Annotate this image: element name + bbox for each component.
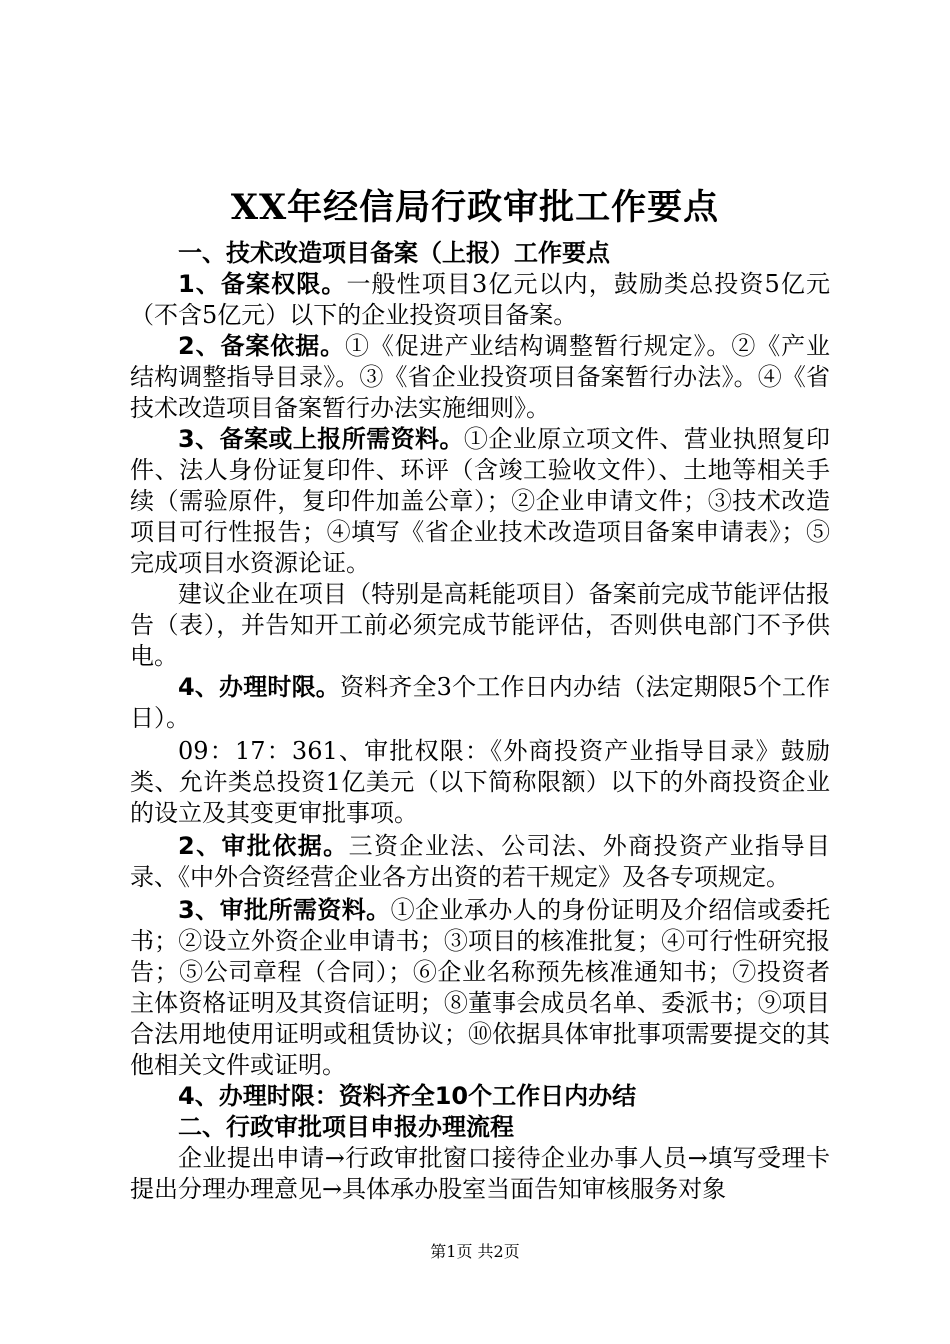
section-heading-2: 二、行政审批项目申报办理流程 [178,1113,514,1141]
paragraph-process-flow: 企业提出申请→行政审批窗口接待企业办事人员→填写受理卡提出分理办理意见→具体承办股室当面告知审核服务对象 [130,1144,830,1203]
paragraph-text: 一般性项目3亿元以内，鼓励类总投资5亿元（不含5亿元）以下的企业投资项目备案。 [130,270,831,329]
paragraph-approval-materials [130,895,830,1081]
paragraph-lead: 2、备案依据。 [178,332,345,360]
paragraph-text: 资料齐全3个工作日内办结（法定期限5个工作日）。 [130,673,830,732]
paragraph-lead: 3、审批所需资料。 [178,896,391,924]
paragraph-filing-time-limit [130,672,830,734]
document-title: XX年经信局行政审批工作要点 [230,187,720,228]
paragraph-lead: 3、备案或上报所需资料。 [178,425,464,453]
section-heading-1: 一、技术改造项目备案（上报）工作要点 [178,239,610,267]
paragraph-filing-authority [130,269,830,331]
paragraph-text: ①企业承办人的身份证明及介绍信或委托书；②设立外资企业申请书；③项目的核准批复；④可行性研究报告；⑤公司章程（合同）；⑥企业名称预先核准通知书；⑦投资者主体资格证明及其资信证明；⑧董事会成员名单、委派书；⑨项目合法用地使用证明或租赁协议；⑩依据具体审批事项需要提交的其他相关文件或证明。 [130,896,830,1079]
paragraph-energy-advice: 建议企业在项目（特别是高耗能项目）备案前完成节能评估报告（表），并告知开工前必须完成节能评估，否则供电部门不予供电。 [130,580,830,670]
paragraph-approval-time-limit: 4、办理时限：资料齐全10个工作日内办结 [178,1082,637,1110]
paragraph-text: ①企业原立项文件、营业执照复印件、法人身份证复印件、环评（含竣工验收文件）、土地等相关手续（需验原件，复印件加盖公章）；②企业申请文件；③技术改造项目可行性报告；④填写《省企业技术改造项目备案申请表》；⑤完成项目水资源论证。 [130,425,831,577]
paragraph-lead: 4、办理时限。 [178,673,340,701]
page-footer: 第1页 共2页 [430,1242,520,1261]
paragraph-lead: 1、备案权限。 [178,270,347,298]
paragraph-approval-authority: 09：17：361、审批权限：《外商投资产业指导目录》鼓励类、允许类总投资1亿美元（以下简称限额）以下的外商投资企业的设立及其变更审批事项。 [130,737,830,827]
paragraph-filing-basis [130,331,830,424]
paragraph-text: 三资企业法、公司法、外商投资产业指导目录、《中外合资经营企业各方出资的若干规定》及各专项规定。 [130,832,831,891]
paragraph-approval-basis [130,831,830,893]
document-body [130,238,830,1205]
paragraph-lead: 2、审批依据。 [178,832,349,860]
paragraph-text: ①《促进产业结构调整暂行规定》。②《产业结构调整指导目录》。③《省企业投资项目备案暂行办法》。④《省技术改造项目备案暂行办法实施细则》。 [130,332,831,422]
paragraph-filing-materials [130,424,830,579]
